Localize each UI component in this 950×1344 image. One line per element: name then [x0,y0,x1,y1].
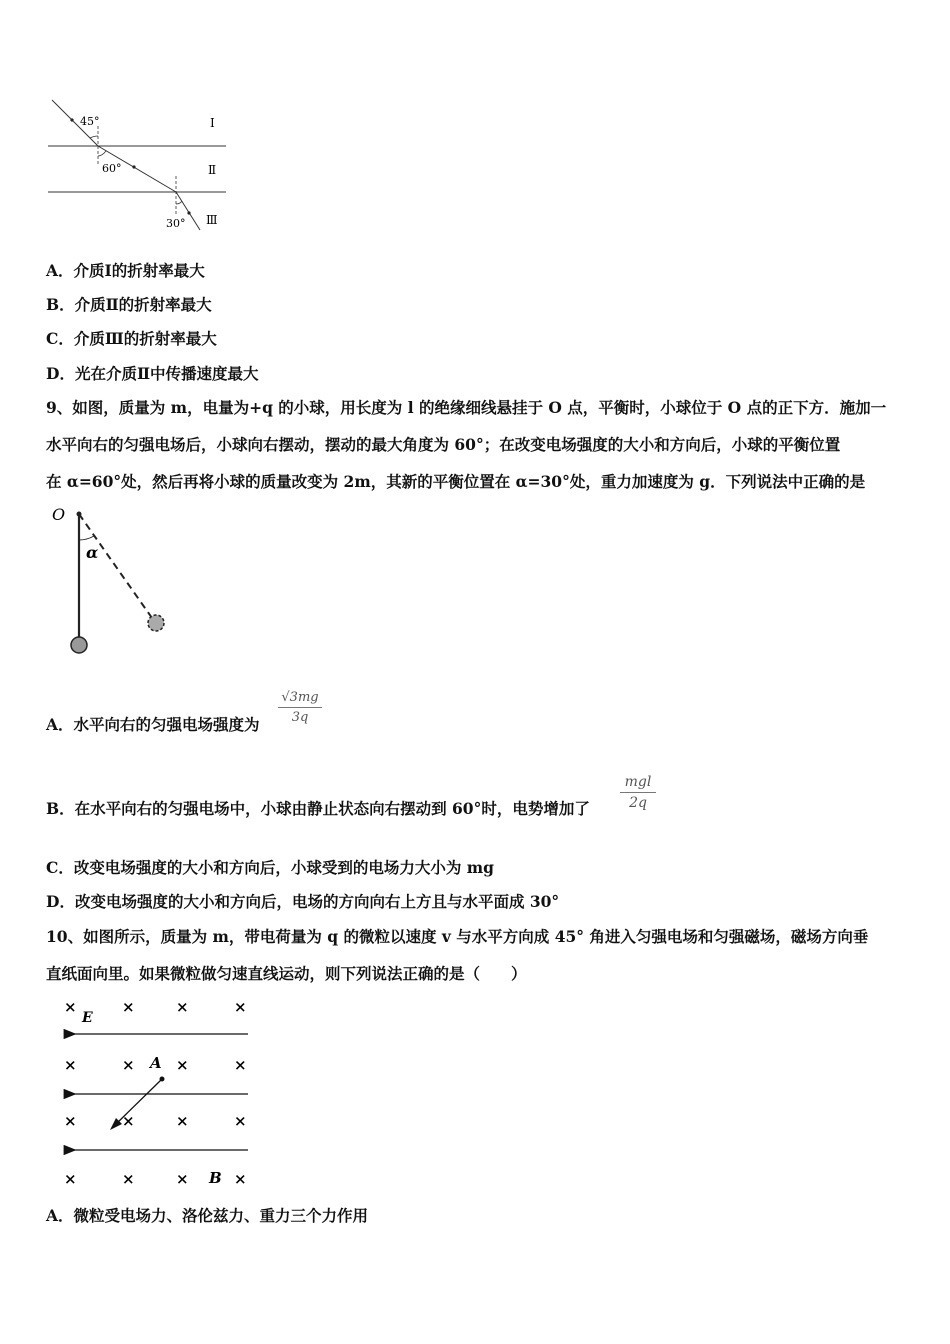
field-cross-mark: × [234,1170,247,1188]
angle-arc-alpha [79,536,94,540]
field-cross-mark: × [176,1170,189,1188]
fraction-numerator: mgl [624,774,652,790]
field-label-e: E [82,1010,93,1026]
field-cross-mark: × [176,1112,189,1130]
medium-label-3: Ⅲ [206,213,218,227]
angle-label-30: 30° [166,217,186,230]
q9-option-b: B．在水平向右的匀强电场中，小球由静止状态向右摆动到 60°时，电势增加了 [46,799,590,818]
q9-stem-line-1: 9、如图，质量为 m，电量为+q 的小球，用长度为 l 的绝缘细线悬挂于 O 点，平衡时，小球位于 O 点的正下方．施加一 [46,398,887,417]
ray-arrow-dot [132,165,135,168]
particle-point-a [160,1077,165,1082]
q8-option-b: B．介质Ⅱ的折射率最大 [46,295,212,314]
pivot-label-o: O [52,505,66,524]
ball-rest [71,637,87,653]
fraction-bar [620,792,656,793]
pendulum-figure [44,500,184,660]
field-cross-mark: × [64,998,77,1016]
angle-arc-45 [90,136,98,138]
q8-option-a: A．介质Ⅰ的折射率最大 [46,261,205,280]
angle-label-alpha: α [86,543,99,562]
field-cross-mark: × [234,998,247,1016]
q10-stem-line-1: 10、如图所示，质量为 m，带电荷量为 q 的微粒以速度 v 与水平方向成 45° 角进入匀强电场和匀强磁场，磁场方向垂 [46,927,869,946]
field-cross-mark: × [122,1112,135,1130]
medium-label-2: Ⅱ [208,163,217,177]
q8-option-c: C．介质Ⅲ的折射率最大 [46,329,217,348]
refraction-figure [44,96,234,236]
field-figure [44,992,264,1192]
ray-arrow-dot [187,211,190,214]
ray-arrow-dot [70,118,73,121]
field-cross-mark: × [122,1170,135,1188]
field-cross-mark: × [234,1056,247,1074]
q9-stem-line-3: 在 α=60°处，然后再将小球的质量改变为 2m，其新的平衡位置在 α=30°处，重力加速度为 g．下列说法中正确的是 [46,472,866,491]
angle-arc-30 [176,201,182,204]
field-cross-mark: × [176,998,189,1016]
q9-stem-line-2: 水平向右的匀强电场后，小球向右摆动，摆动的最大角度为 60°；在改变电场强度的大小和方向后，小球的平衡位置 [46,435,841,454]
q10-option-a: A．微粒受电场力、洛伦兹力、重力三个力作用 [46,1206,369,1225]
angle-label-45: 45° [80,115,100,128]
q9-option-a-fraction [278,690,322,725]
field-label-b: B [209,1169,222,1187]
magnetic-field-crosses [64,998,247,1188]
medium-label-1: Ⅰ [210,116,215,130]
field-cross-mark: × [122,998,135,1016]
fraction-denominator: 2q [629,795,647,811]
field-cross-mark: × [176,1056,189,1074]
fraction-denominator: 3q [291,710,309,725]
field-cross-mark: × [234,1112,247,1130]
pivot-point [77,512,82,517]
q9-option-b-fraction [620,774,656,811]
field-cross-mark: × [64,1056,77,1074]
pendulum-displaced-string [79,514,152,618]
q10-stem-line-2: 直纸面向里。如果微粒做匀速直线运动，则下列说法正确的是（ ） [46,964,527,983]
ball-displaced [148,615,164,631]
field-cross-mark: × [122,1056,135,1074]
field-cross-mark: × [64,1170,77,1188]
q9-option-a: A．水平向右的匀强电场强度为 [46,715,260,734]
q9-option-c: C．改变电场强度的大小和方向后，小球受到的电场力大小为 mg [46,858,494,877]
fraction-numerator: √3mg [281,690,319,705]
q9-option-d: D．改变电场强度的大小和方向后，电场的方向向右上方且与水平面成 30° [46,892,560,911]
q8-option-d: D．光在介质Ⅱ中传播速度最大 [46,364,259,383]
fraction-bar [278,707,322,708]
angle-label-60: 60° [102,162,122,175]
point-label-a: A [150,1054,162,1072]
angle-arc-60 [98,151,106,156]
field-cross-mark: × [64,1112,77,1130]
